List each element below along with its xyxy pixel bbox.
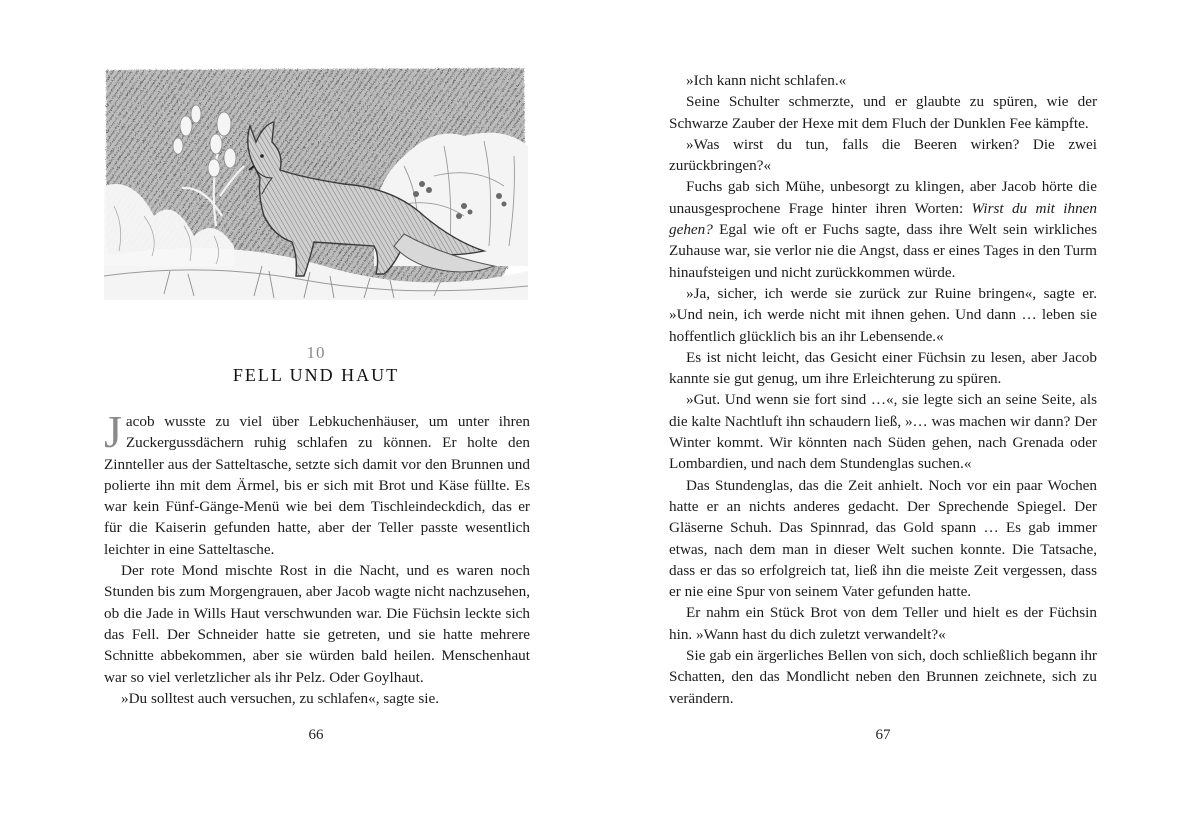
left-text-block: [104, 406, 530, 709]
paragraph: »Ich kann nicht schlafen.«: [686, 72, 847, 89]
paragraph: Er nahm ein Stück Brot von dem Teller und hielt es der Füchsin hin. »Wann hast du dich zuletzt verwandelt?«: [669, 604, 1097, 643]
paragraph: [104, 406, 530, 560]
paragraph: »Du solltest auch versuchen, zu schlafen«, sagte sie.: [121, 689, 439, 707]
chapter-title: FELL UND HAUT: [232, 365, 400, 385]
page-number: 67: [875, 727, 891, 743]
paragraph: Das Stundenglas, das die Zeit anhielt. Noch vor ein paar Wochen hatte er an nichts anderes gedacht. Der Sprechende Spiegel. Der Gläserne Schuh. Das Spinnrad, das Gold spann … Es gab immer etwas, nach dem man in dieser Welt suchen konnte. Die Tatsache, dass er das so erfolgreich tat, ließ ihn die meiste Zeit vergessen, dass er nie eine Spur von seinem Vater gefunden hatte.: [669, 476, 1097, 601]
paragraph-text: Fuchs gab sich Mühe, unbesorgt zu klingen, aber Jacob hörte die unausgesprochene Frage hinter ihren Worten:: [669, 178, 1097, 217]
paragraph: »Gut. Und wenn sie fort sind …«, sie legte sich an seine Seite, als die kalte Nachtluft ihn schaudern ließ, »… was machen wir dann? Der Winter kommt. Wir könnten nach Süden gehen, nach Grenada oder Lombardien, und nach dem Stundenglas suchen.«: [669, 391, 1097, 473]
italic-thought: Wirst du mit ihnen gehen?: [669, 199, 1097, 239]
paragraph: »Ja, sicher, ich werde sie zurück zur Ruine bringen«, sagte er. »Und nein, ich werde nicht mit ihnen gehen. Und dann … leben sie hoffentlich glücklich bis an ihr Lebensende.«: [669, 284, 1097, 345]
paragraph: »Was wirst du tun, falls die Beeren wirken? Die zwei zurückbringen?«: [669, 135, 1097, 175]
chapter-number: 10: [306, 343, 326, 362]
paragraph-text: Egal wie oft er Fuchs sagte, dass ihre Welt sein wirkliches Zuhause war, sie verlor nie die Angst, dass er eines Tages in den Turm hinaufsteigen und nicht zurückkommen würde.: [669, 221, 1097, 281]
paragraph: Seine Schulter schmerzte, und er glaubte zu spüren, wie der Schwarze Zauber der Hexe mit dem Fluch der Dunklen Fee kämpfte.: [669, 93, 1097, 132]
page-number: 66: [308, 727, 324, 743]
right-page: [600, 0, 1200, 840]
paragraph-text: acob wusste zu viel über Lebkuchenhäuser, um unter ihren Zuckergussdächern ruhig schlafen zu können. Er holte den Zinnteller aus der Satteltasche, setzte sich damit vor den Brunnen und polierte ihn mit dem Ärmel, bis er sich mit Brot und Käse füllte. Es war kein Fünf-Gänge-Menü wie bei dem Tischleindeckdich, das er für die Kaiserin gefunden hatte, aber der Teller passte wesentlich leichter in eine Satteltasche.: [104, 413, 530, 558]
paragraph: Der rote Mond mischte Rost in die Nacht, und es waren noch Stunden bis zum Morgengrauen, aber Jacob wagte nicht nachzusehen, ob die Jade in Wills Haut verschwunden war. Die Füchsin leckte sich das Fell. Der Schneider hatte sie getreten, und sie hatte mehrere Schnitte abbekommen, aber sie würden bald heilen. Menschenhaut war so viel verletzlicher als ihr Pelz. Oder Goylhaut.: [104, 562, 530, 686]
drop-cap: J: [104, 406, 122, 457]
paragraph: Sie gab ein ärgerliches Bellen von sich, doch schließlich begann ihr Schatten, den das Mondlicht neben den Brunnen zeichnete, sich zu verändern.: [669, 647, 1097, 707]
paragraph: Es ist nicht leicht, das Gesicht einer Füchsin zu lesen, aber Jacob kannte sie gut genug, um ihre Erleichterung zu spüren.: [669, 348, 1097, 388]
paragraph: [669, 176, 1097, 282]
right-text-block: [669, 70, 1097, 709]
fox-illustration: [104, 66, 528, 300]
